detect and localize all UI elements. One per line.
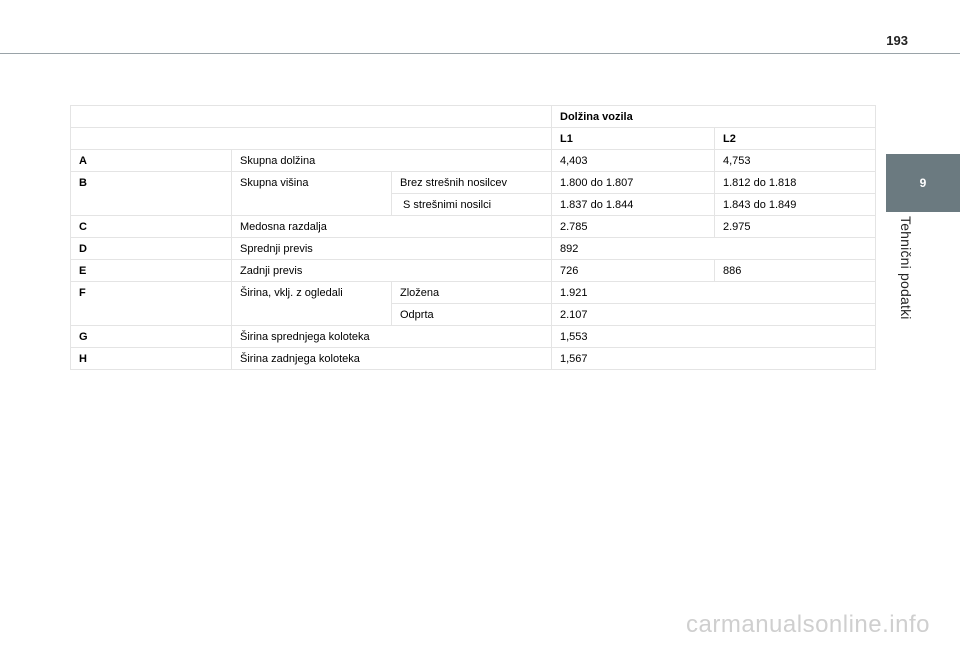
value-l1: 4,403 bbox=[552, 150, 715, 172]
column-group-header: Dolžina vozila bbox=[552, 106, 876, 128]
value-shared: 1.921 bbox=[552, 282, 876, 304]
row-label: Skupna dolžina bbox=[232, 150, 552, 172]
value-l2: 886 bbox=[715, 260, 876, 282]
chapter-title-text: Tehnični podatki bbox=[898, 216, 914, 320]
value-l1: 2.785 bbox=[552, 216, 715, 238]
row-code: H bbox=[71, 348, 232, 370]
page-number: 193 bbox=[886, 33, 908, 48]
table-row bbox=[71, 106, 876, 128]
header-divider bbox=[0, 53, 960, 54]
table-row bbox=[71, 172, 876, 194]
row-label: Zadnji previs bbox=[232, 260, 552, 282]
row-sublabel: Zložena bbox=[392, 282, 552, 304]
chapter-number-tab bbox=[886, 154, 960, 212]
chapter-title bbox=[880, 216, 914, 386]
row-label: Medosna razdalja bbox=[232, 216, 552, 238]
value-shared: 1,567 bbox=[552, 348, 876, 370]
table-row bbox=[71, 348, 876, 370]
value-l2: 4,753 bbox=[715, 150, 876, 172]
watermark: carmanualsonline.info bbox=[686, 611, 930, 638]
value-shared: 1,553 bbox=[552, 326, 876, 348]
vehicle-dimensions-table bbox=[70, 105, 876, 370]
row-code: C bbox=[71, 216, 232, 238]
row-code: E bbox=[71, 260, 232, 282]
column-header-l2: L2 bbox=[715, 128, 876, 150]
value-l2: 1.812 do 1.818 bbox=[715, 172, 876, 194]
column-header-l1: L1 bbox=[552, 128, 715, 150]
table-header-blank bbox=[71, 106, 552, 128]
row-code: B bbox=[71, 172, 232, 216]
row-sublabel: Brez strešnih nosilcev bbox=[392, 172, 552, 194]
value-l1: 1.800 do 1.807 bbox=[552, 172, 715, 194]
value-shared: 892 bbox=[552, 238, 876, 260]
table-row bbox=[71, 128, 876, 150]
value-l1: 726 bbox=[552, 260, 715, 282]
value-l1: 1.837 do 1.844 bbox=[552, 194, 715, 216]
row-code: D bbox=[71, 238, 232, 260]
row-sublabel: S strešnimi nosilci bbox=[392, 194, 552, 216]
chapter-number: 9 bbox=[919, 176, 927, 190]
table-row bbox=[71, 216, 876, 238]
table-row bbox=[71, 150, 876, 172]
table-header-blank bbox=[71, 128, 552, 150]
table-row bbox=[71, 282, 876, 304]
row-label: Širina zadnjega koloteka bbox=[232, 348, 552, 370]
table-row bbox=[71, 260, 876, 282]
value-l2: 1.843 do 1.849 bbox=[715, 194, 876, 216]
row-code: G bbox=[71, 326, 232, 348]
row-code: A bbox=[71, 150, 232, 172]
value-shared: 2.107 bbox=[552, 304, 876, 326]
row-label: Skupna višina bbox=[232, 172, 392, 216]
row-label: Širina sprednjega koloteka bbox=[232, 326, 552, 348]
row-sublabel: Odprta bbox=[392, 304, 552, 326]
row-label: Širina, vklj. z ogledali bbox=[232, 282, 392, 326]
row-label: Sprednji previs bbox=[232, 238, 552, 260]
table-row bbox=[71, 238, 876, 260]
row-code: F bbox=[71, 282, 232, 326]
value-l2: 2.975 bbox=[715, 216, 876, 238]
table-row bbox=[71, 326, 876, 348]
